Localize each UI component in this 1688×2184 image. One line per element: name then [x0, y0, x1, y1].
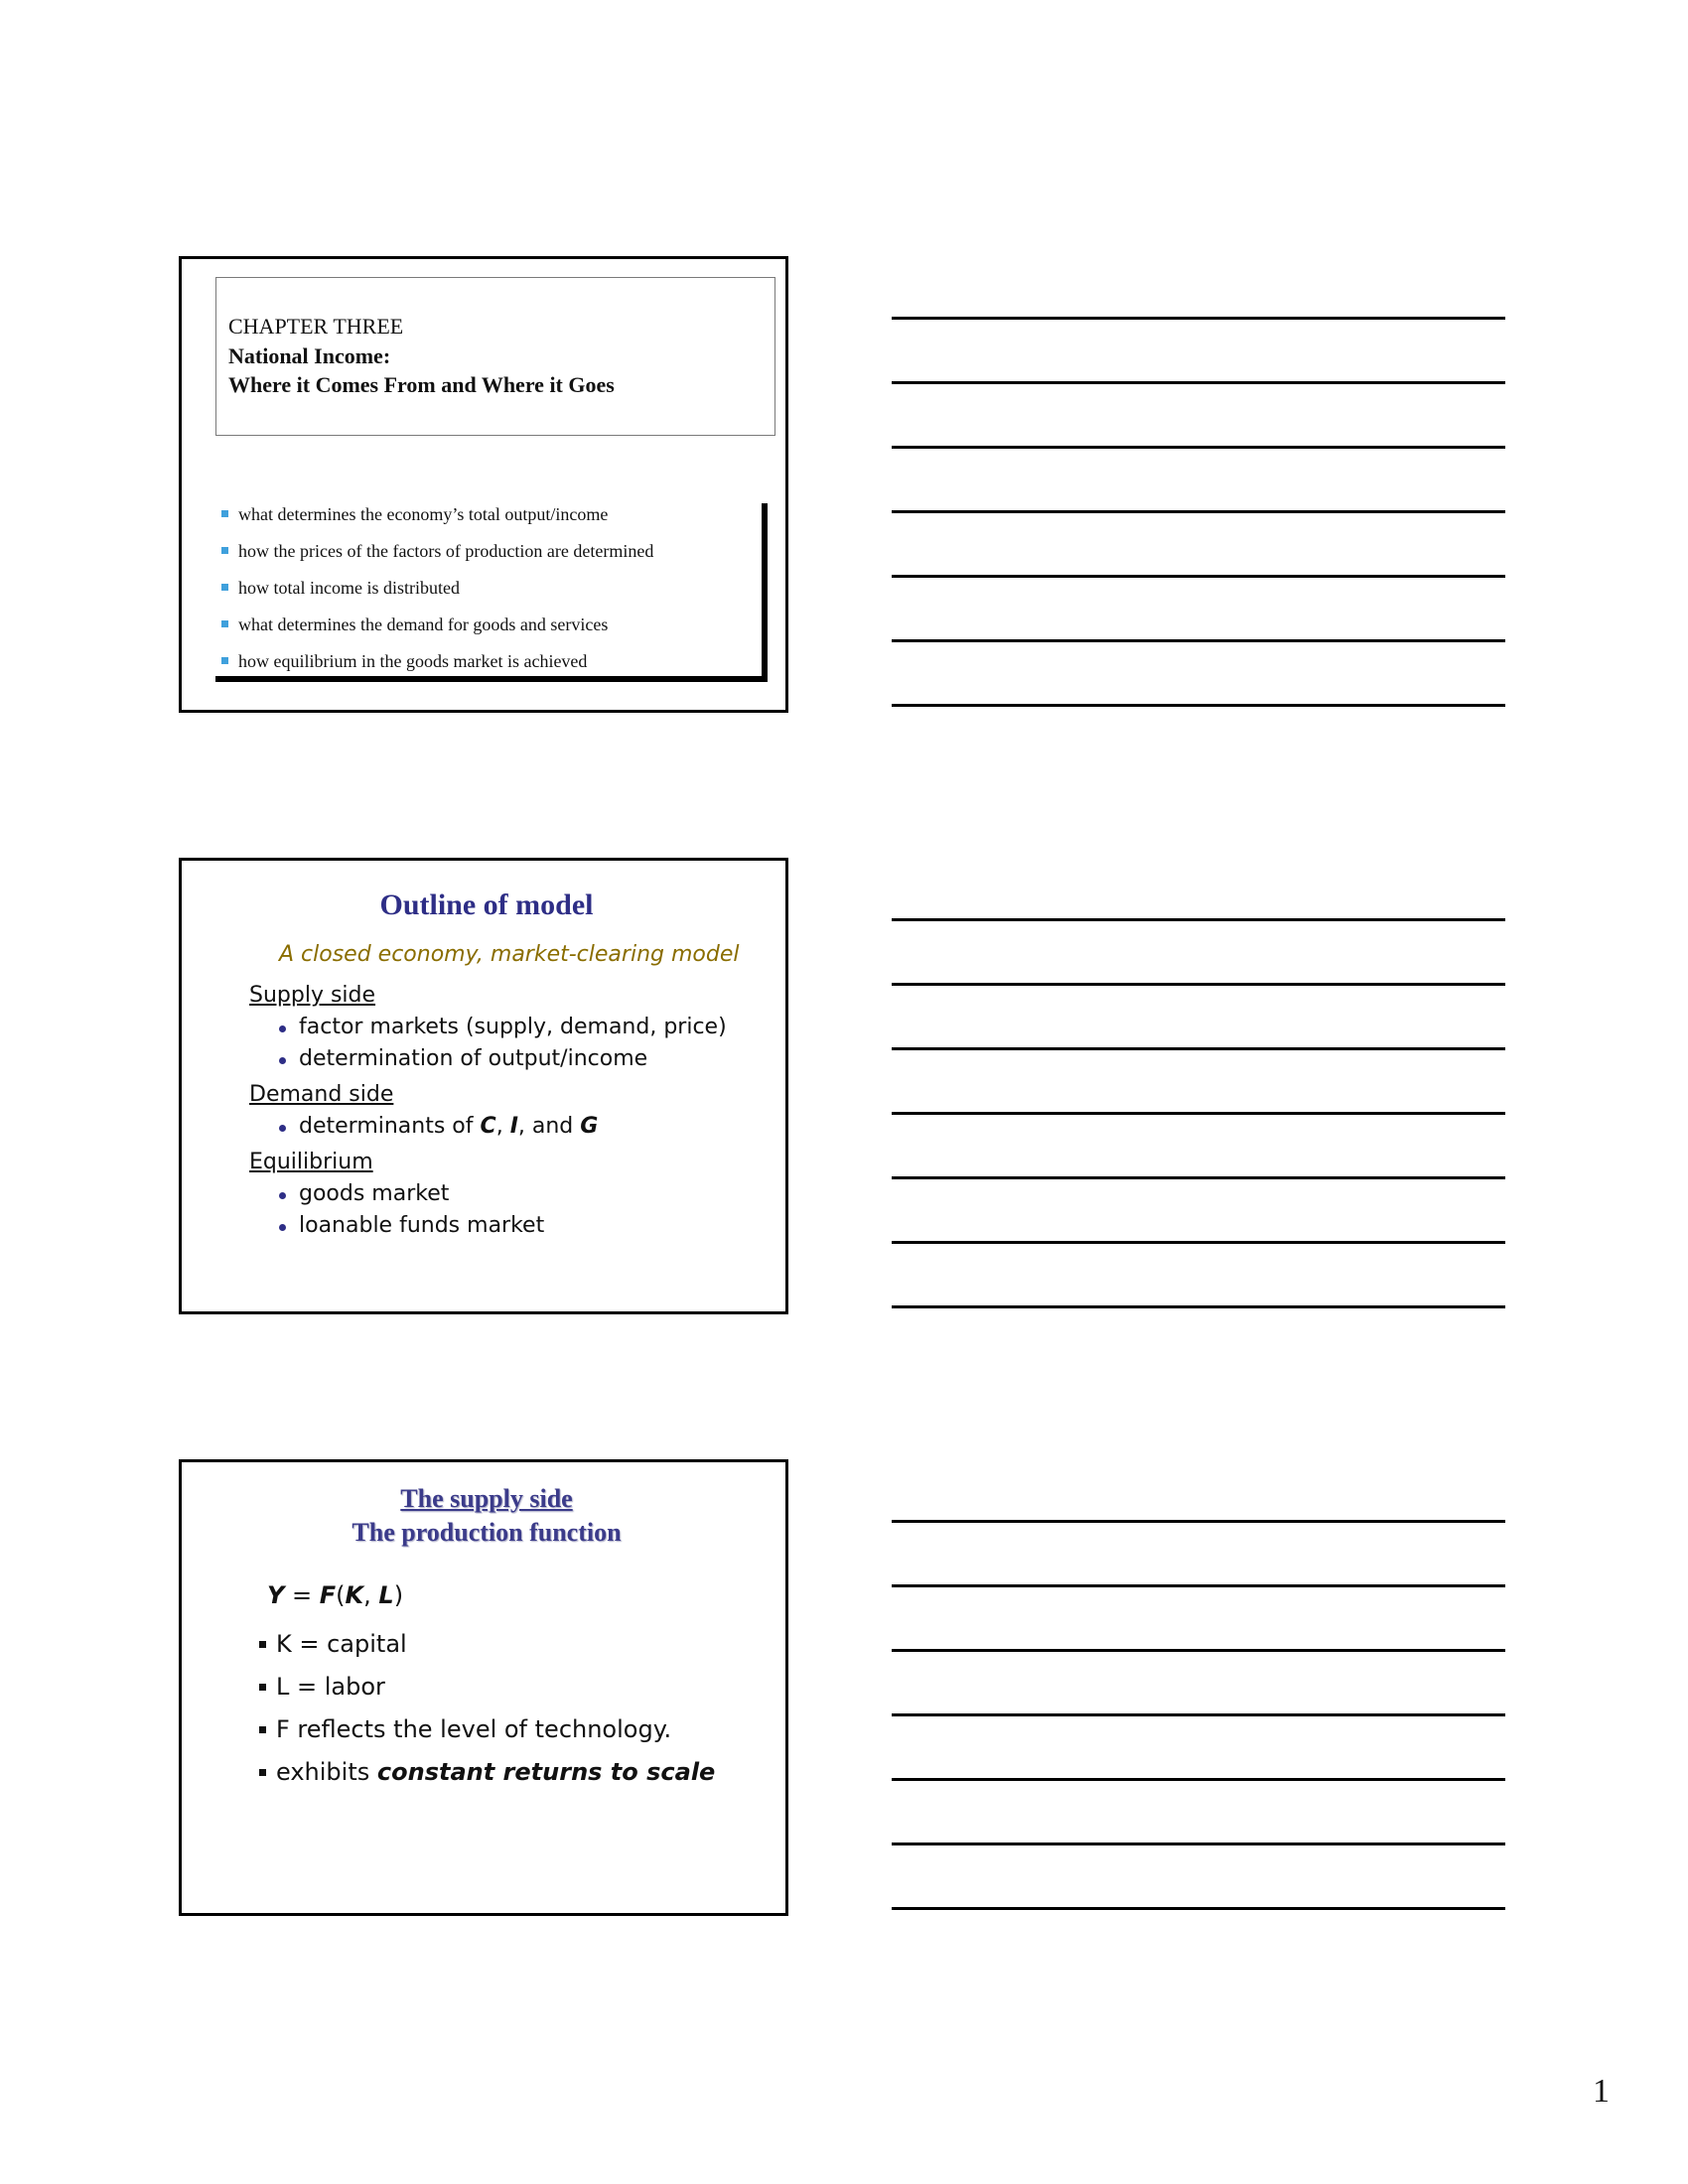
list-item [217, 536, 764, 573]
note-line [892, 510, 1505, 513]
list-item-text: how equilibrium in the goods market is achieved [238, 651, 588, 671]
symbol-l: L [378, 1581, 394, 1609]
dot-bullet-icon [279, 1057, 286, 1064]
note-line [892, 983, 1505, 986]
list-item [259, 1623, 715, 1666]
variable-c: C [480, 1114, 496, 1139]
decorative-bar-bottom [215, 676, 768, 682]
list-item-text: K = capital [276, 1630, 407, 1658]
note-line [892, 1584, 1505, 1587]
list-item-text: F reflects the level of technology. [276, 1715, 672, 1743]
square-bullet-icon [221, 584, 228, 591]
list-item-prefix: exhibits [276, 1758, 370, 1786]
slide-title-line-1: National Income: [228, 343, 391, 368]
emphasized-text: constant returns to scale [376, 1758, 716, 1786]
list-item [249, 1111, 727, 1143]
list-item [249, 1210, 727, 1242]
slide-title-box [215, 277, 775, 436]
list-item [259, 1666, 715, 1708]
slide-title-line-2: Where it Comes From and Where it Goes [228, 372, 615, 397]
list-item [259, 1708, 715, 1751]
production-function-equation [267, 1581, 403, 1609]
square-bullet-icon [221, 547, 228, 554]
note-line [892, 1112, 1505, 1115]
square-bullet-icon [259, 1726, 266, 1733]
note-line [892, 381, 1505, 384]
square-bullet-icon [221, 657, 228, 664]
definitions-list [259, 1623, 715, 1794]
square-bullet-icon [259, 1769, 266, 1776]
note-line [892, 704, 1505, 707]
open-paren: ( [336, 1581, 346, 1609]
list-item-text: L = labor [276, 1673, 385, 1701]
list-item [249, 1043, 727, 1075]
equals-sign: = [284, 1581, 320, 1609]
decorative-bar-right [762, 503, 768, 682]
list-item-prefix: determinants of [299, 1114, 474, 1139]
note-line [892, 1843, 1505, 1845]
slide-subtitle: The production function [352, 1518, 622, 1547]
list-item-text: determination of output/income [299, 1046, 648, 1071]
comma: , [495, 1114, 503, 1139]
slide-3 [179, 1459, 788, 1916]
list-item-text: loanable funds market [299, 1213, 545, 1238]
comma: , [517, 1114, 525, 1139]
square-bullet-icon [259, 1684, 266, 1691]
outline-section [249, 980, 727, 1075]
note-line [892, 575, 1505, 578]
symbol-y: Y [267, 1581, 285, 1609]
page-number: 1 [1593, 2073, 1610, 2110]
square-bullet-icon [259, 1641, 266, 1648]
note-line [892, 1305, 1505, 1308]
section-heading: Supply side [249, 983, 376, 1008]
square-bullet-icon [221, 620, 228, 627]
close-paren: ) [393, 1581, 404, 1609]
slide-subtitle: A closed economy, market-clearing model [279, 942, 740, 967]
note-line [892, 639, 1505, 642]
note-line [892, 317, 1505, 320]
slide-title: The supply side [400, 1484, 573, 1513]
list-item [259, 1751, 715, 1794]
list-item-text: how total income is distributed [238, 578, 460, 598]
symbol-k: K [345, 1581, 364, 1609]
and-word: and [531, 1114, 574, 1139]
note-line [892, 1713, 1505, 1716]
variable-i: I [509, 1114, 518, 1139]
list-item [249, 1012, 727, 1043]
note-line [892, 918, 1505, 921]
outline-section [249, 1079, 727, 1143]
comma: , [363, 1581, 379, 1609]
section-heading: Demand side [249, 1082, 394, 1107]
outline-section [249, 1147, 727, 1242]
list-item-text: what determines the demand for goods and services [238, 614, 609, 634]
list-item [217, 610, 764, 646]
list-item-text [279, 1114, 598, 1139]
note-line [892, 1241, 1505, 1244]
dot-bullet-icon [279, 1125, 286, 1132]
outline-body [249, 980, 727, 1246]
list-item-text: what determines the economy’s total output/income [238, 504, 609, 524]
list-item-text: goods market [299, 1181, 450, 1206]
note-line [892, 1520, 1505, 1523]
note-line [892, 1778, 1505, 1781]
list-item [217, 499, 764, 536]
list-item-text: factor markets (supply, demand, price) [299, 1015, 727, 1039]
slide-2 [179, 858, 788, 1314]
dot-bullet-icon [279, 1192, 286, 1199]
objectives-list [217, 499, 764, 683]
note-line [892, 1907, 1505, 1910]
dot-bullet-icon [279, 1224, 286, 1231]
slide-1 [179, 256, 788, 713]
list-item [217, 573, 764, 610]
variable-g: G [580, 1114, 599, 1139]
note-line [892, 446, 1505, 449]
note-line [892, 1047, 1505, 1050]
symbol-f: F [319, 1581, 337, 1609]
note-line [892, 1176, 1505, 1179]
section-heading: Equilibrium [249, 1150, 373, 1174]
list-item-text [276, 1751, 715, 1794]
list-item [249, 1178, 727, 1210]
dot-bullet-icon [279, 1025, 286, 1032]
chapter-label: CHAPTER THREE [228, 314, 404, 339]
note-line [892, 1649, 1505, 1652]
slide-title: Outline of model [379, 888, 594, 921]
list-item-text: how the prices of the factors of production are determined [238, 541, 654, 561]
square-bullet-icon [221, 510, 228, 517]
